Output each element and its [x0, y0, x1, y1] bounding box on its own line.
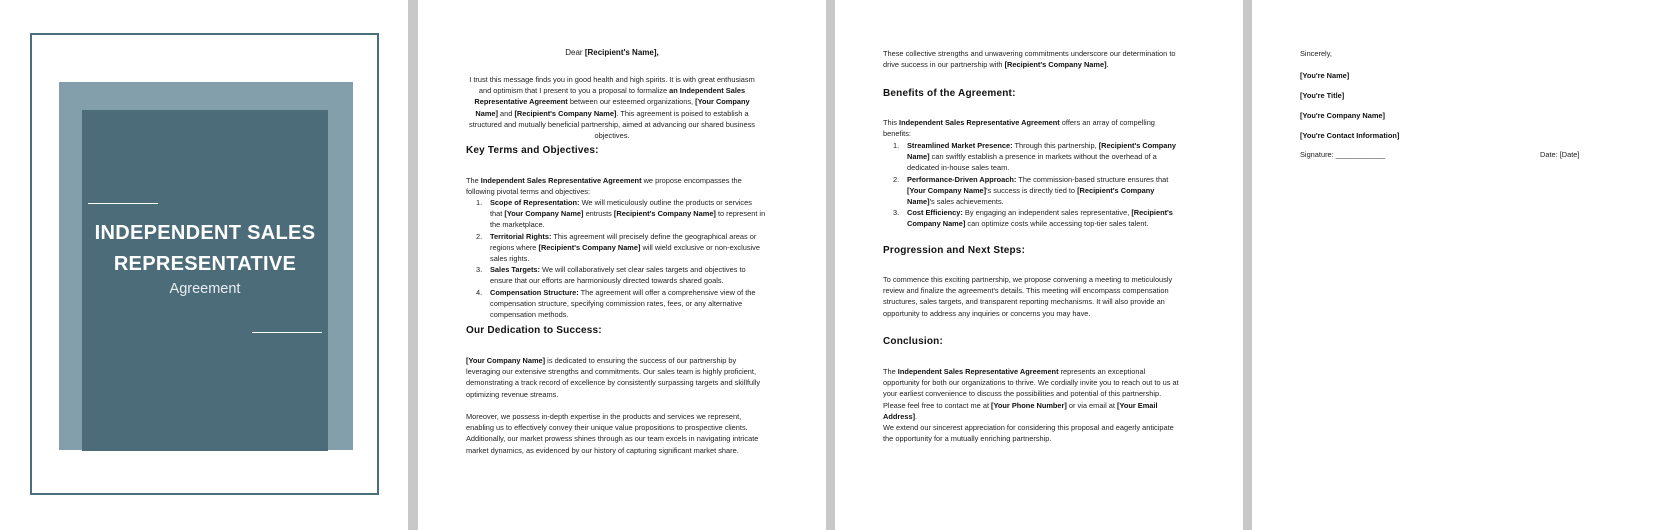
- text-run: or via email at: [1066, 400, 1117, 410]
- list-item: [466, 231, 766, 265]
- bold-run: [Recipient's Company Name]: [1004, 60, 1107, 70]
- signer-company: [You're Company Name]: [1300, 111, 1385, 120]
- page-3: [835, 0, 1243, 530]
- text-run: We will collaboratively set clear sales targets and objectives to ensure that our efforts are harmoniously directed towards shared goals.: [490, 265, 746, 286]
- cover-page: [0, 0, 408, 530]
- dedication-paragraph-1: [466, 355, 766, 400]
- list-item: [883, 174, 1183, 208]
- text-run: we propose encompasses the following pivotal terms and objectives:: [466, 176, 742, 197]
- text-run: can swiftly establish a presence in markets without the overhead of a dedicated in-house sales team.: [907, 152, 1157, 173]
- bold-run: Independent Sales Representative Agreement: [899, 118, 1060, 127]
- conclusion-paragraph-1: [883, 366, 1183, 422]
- text-run: 's success is directly tied to: [986, 185, 1078, 195]
- text-run: By engaging an independent sales representative,: [962, 208, 1132, 218]
- salutation: [458, 47, 766, 58]
- cover-rule-top: [88, 203, 158, 204]
- text-run: will wield exclusive or non-exclusive sales rights.: [490, 242, 760, 264]
- heading-progression: Progression and Next Steps:: [883, 245, 1026, 256]
- text-run: The: [883, 367, 898, 376]
- bold-run: an Independent Sales Representative Agreement: [474, 86, 746, 107]
- signature-line: Signature: ____________: [1300, 150, 1386, 159]
- text-run: can optimize costs while accessing top-tier sales talent.: [965, 219, 1149, 229]
- bold-run: [Recipient's Company Name]: [613, 209, 716, 219]
- text-run: The commission-based structure ensures that: [1016, 174, 1169, 184]
- benefits-list: [883, 140, 1183, 230]
- bold-run: [Your Company Name]: [504, 209, 584, 219]
- bold-run: [Your Company Name]: [466, 356, 546, 365]
- list-item: [466, 287, 766, 321]
- signer-contact: [You're Contact Information]: [1300, 131, 1400, 140]
- cover-title-line2: REPRESENTATIVE: [113, 253, 297, 275]
- text-run: represents an exceptional opportunity for both our organizations to thrive. We cordially invite you to reach out to us at your earliest convenience to discuss the possibilities and potential of this partnership. Please feel free to contact me at: [883, 367, 1179, 410]
- terms-intro: [466, 175, 764, 197]
- cover-rule-bottom: [252, 332, 322, 333]
- bold-run: [Your Email Address]: [883, 400, 1158, 421]
- closing-line: Sincerely,: [1300, 49, 1332, 58]
- text-run: The agreement will offer a comprehensive view of the compensation structure, specifying commission rates, fees, or any alternative compensation methods.: [490, 287, 756, 320]
- text-run: .: [1106, 60, 1109, 70]
- bold-run: Sales Targets:: [490, 265, 540, 275]
- bold-run: Territorial Rights:: [490, 231, 552, 241]
- list-item: [466, 197, 766, 231]
- bold-run: Scope of Representation:: [490, 198, 580, 207]
- heading-benefits: Benefits of the Agreement:: [883, 88, 1016, 99]
- opening-paragraph: [883, 48, 1181, 70]
- salutation-prefix: Dear: [565, 48, 585, 57]
- signer-title: [You're Title]: [1300, 91, 1345, 100]
- page-2: [418, 0, 826, 530]
- list-item: [883, 140, 1183, 174]
- text-run: These collective strengths and unwavering commitments underscore our determination to drive success in our partnership with: [883, 49, 1176, 70]
- progression-paragraph: To commence this exciting partnership, we propose convening a meeting to meticulously review and finalize the agreement's details. This meeting will encompass compensation structures, sales targets, and transparent reporting mechanisms. It will also provide an opportunity to address any inquiries or concerns you may have.: [883, 275, 1173, 318]
- heading-conclusion: Conclusion:: [883, 336, 943, 347]
- list-number: 3.: [476, 265, 483, 275]
- bold-run: [Recipient's Company Name]: [538, 242, 641, 252]
- heading-key-terms: Key Terms and Objectives:: [466, 145, 599, 156]
- bold-run: [Recipient's Company Name]: [907, 208, 1173, 229]
- text-run: This: [883, 118, 900, 127]
- list-number: 3.: [893, 208, 900, 218]
- text-run: .: [915, 411, 918, 421]
- list-number: 2.: [476, 231, 483, 241]
- heading-dedication: Our Dedication to Success:: [466, 325, 602, 336]
- list-item: [466, 264, 766, 286]
- bold-run: Compensation Structure:: [490, 287, 579, 297]
- benefits-intro: [883, 117, 1183, 139]
- date-line: Date: [Date]: [1540, 150, 1580, 159]
- cover-subtitle: Agreement: [169, 281, 241, 297]
- text-run: and: [498, 108, 515, 118]
- signer-name: [You're Name]: [1300, 71, 1350, 80]
- bold-run: Independent Sales Representative Agreement: [897, 367, 1059, 376]
- text-run: This agreement will precisely define the geographical areas or regions where: [490, 231, 757, 252]
- list-item: [883, 207, 1183, 229]
- text-run: is dedicated to ensuring the success of our partnership by leveraging our extensive strengths and commitments. Our sales team is highly proficient, demonstrating a track record of excellence by consistently surpassing targets and skillfully optimizing revenue streams.: [466, 356, 761, 399]
- bold-run: [Your Company Name]: [475, 97, 750, 118]
- bold-run: Streamlined Market Presence:: [907, 141, 1013, 150]
- text-run: I trust this message finds you in good health and high spirits. It is with great enthusiasm and optimism that I present to you a proposal to formalize: [469, 75, 755, 96]
- cover-title: [82, 218, 328, 280]
- text-run: Through this partnership,: [1012, 141, 1099, 150]
- intro-paragraph: [466, 74, 758, 141]
- bold-run: [Recipient's Company Name]: [907, 185, 1155, 207]
- list-number: 1.: [893, 141, 900, 150]
- text-run: 's sales achievements.: [929, 197, 1004, 207]
- text-run: entrusts: [583, 209, 614, 219]
- page-4: [1252, 0, 1661, 530]
- text-run: We will meticulously outline the products or services that: [490, 198, 752, 219]
- bold-run: [Recipient's Company Name]: [907, 141, 1177, 162]
- text-run: offers an array of compelling benefits:: [883, 118, 1155, 139]
- bold-run: [Your Company Name]: [907, 185, 987, 195]
- terms-list: [466, 197, 766, 320]
- recipient-name: [Recipient's Name],: [584, 48, 659, 57]
- cover-title-line1: INDEPENDENT SALES: [94, 222, 316, 244]
- list-number: 1.: [476, 198, 483, 207]
- bold-run: Cost Efficiency:: [907, 208, 963, 218]
- list-number: 4.: [476, 287, 483, 297]
- bold-run: Performance-Driven Approach:: [907, 174, 1017, 184]
- text-run: . This agreement is poised to establish a structured and mutually beneficial partnership, aimed at advancing our shared business objectives.: [469, 108, 755, 141]
- conclusion-paragraph-2: We extend our sincerest appreciation for considering this proposal and eagerly anticipate the opportunity for a mutually enriching partnership.: [883, 423, 1174, 444]
- bold-run: [Recipient's Company Name]: [514, 108, 617, 118]
- bold-run: [Your Phone Number]: [991, 400, 1067, 410]
- dedication-paragraph-2: Moreover, we possess in-depth expertise in the products and services we represent, enabling us to effectively convey their unique value propositions to prospective clients. Additionally, our market prowess shines through as our team excels in navigating intricate market dynamics, as evidenced by our history of capturing significant market share.: [466, 412, 759, 455]
- text-run: to represent in the marketplace.: [490, 209, 766, 230]
- text-run: between our esteemed organizations,: [567, 97, 696, 107]
- list-number: 2.: [893, 174, 900, 184]
- bold-run: Independent Sales Representative Agreement: [480, 176, 642, 185]
- text-run: The: [466, 176, 481, 185]
